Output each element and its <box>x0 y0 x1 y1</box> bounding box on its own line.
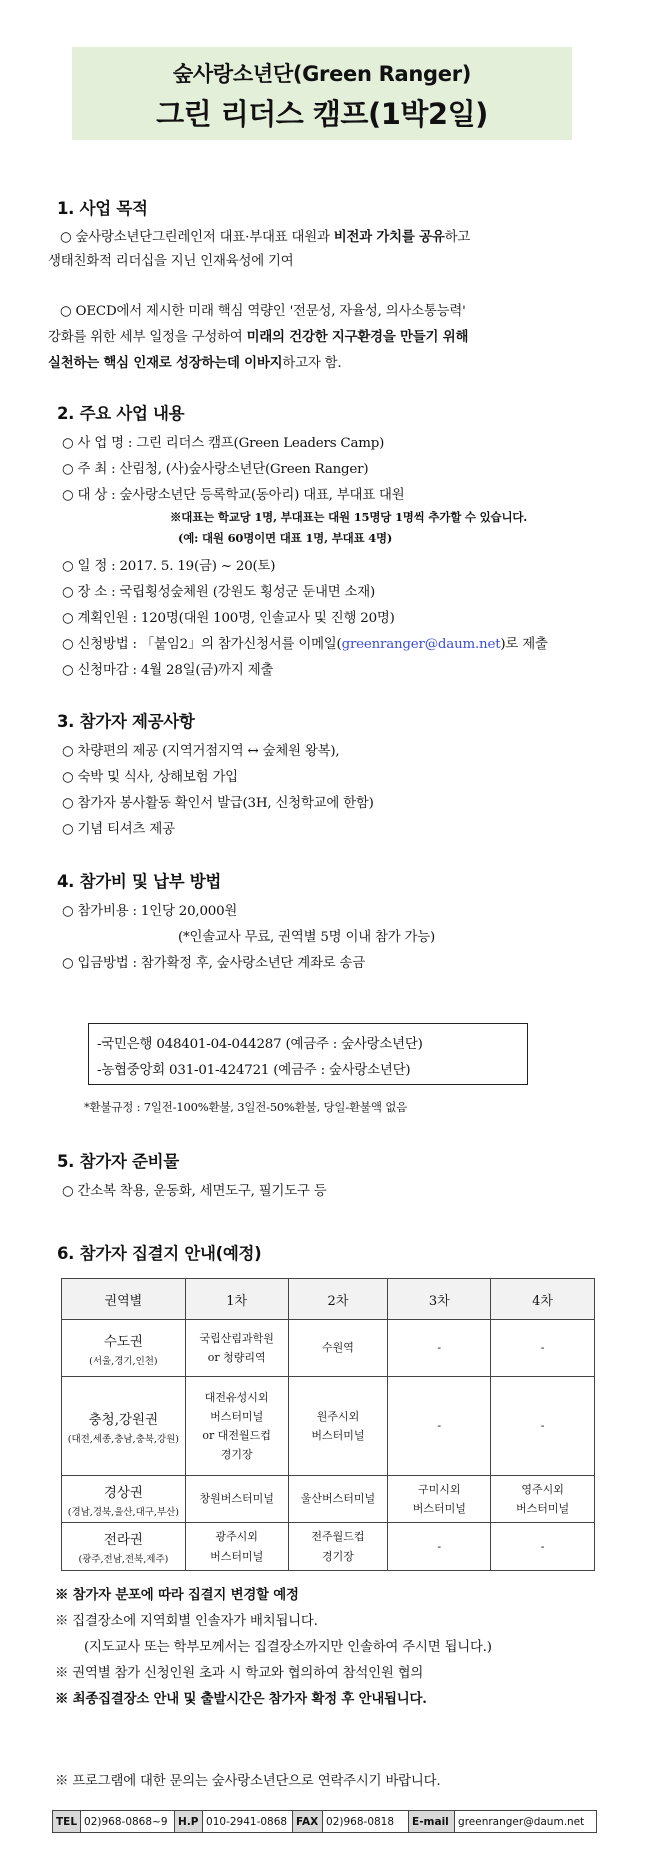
stop-cell <box>491 1523 595 1571</box>
stop-text: 대전유성시외 <box>204 1390 269 1404</box>
program-apply <box>62 633 548 652</box>
program-date: ○ 일 정 : 2017. 5. 19(금) ~ 20(토) <box>62 559 276 574</box>
purpose-bold: 비전과 가치를 공유 <box>333 229 445 245</box>
program-place: ○ 장 소 : 국립횡성숲체원 (강원도 횡성군 둔내면 소재) <box>62 585 376 600</box>
stop-cell <box>185 1377 288 1476</box>
stop-text: 영주시외 <box>521 1482 564 1496</box>
stop-cell <box>185 1476 288 1523</box>
region-cell <box>62 1377 186 1476</box>
table-row <box>62 1476 595 1523</box>
stop-cell <box>388 1523 491 1571</box>
stop-text: 버스터미널 <box>412 1502 466 1515</box>
section-1-heading: 1. 사업 목적 <box>57 199 148 218</box>
section-6-heading: 6. 참가자 집결지 안내(예정) <box>57 1244 262 1263</box>
fax-label: FAX <box>293 1811 323 1833</box>
hp-value: 010-2941-0868 <box>203 1811 293 1833</box>
refund-policy: *환불규정 : 7일전-100%환불, 3일전-50%환불, 당일-환불액 없음 <box>84 1100 408 1114</box>
provided-item: ○ 참가자 봉사활동 확인서 발급(3H, 신청학교에 한함) <box>62 796 374 811</box>
section-5-heading: 5. 참가자 준비물 <box>57 1152 179 1171</box>
stop-cell <box>388 1476 491 1523</box>
purpose-text-end: 하고자 함. <box>282 356 342 371</box>
email-label: E-mail <box>409 1811 455 1833</box>
region-cell <box>62 1320 186 1377</box>
section-4-heading: 4. 참가비 및 납부 방법 <box>57 872 222 891</box>
fee-note: (*인솔교사 무료, 권역별 5명 이내 참가 가능) <box>178 930 436 945</box>
stop-text: 전주월드컵 <box>311 1530 365 1544</box>
provided-item: ○ 기념 티셔츠 제공 <box>62 822 175 837</box>
tel-label: TEL <box>53 1811 81 1833</box>
stop-cell <box>388 1320 491 1377</box>
stop-text: 경기장 <box>220 1448 253 1462</box>
stop-cell <box>288 1320 388 1377</box>
apply-text: ○ 신청방법 : 「붙임2」의 참가신청서를 이메일( <box>62 637 342 652</box>
purpose-text: ○ 숲사랑소년단그린레인저 대표·부대표 대원과 <box>60 230 334 245</box>
meeting-note-3: (지도교사 또는 학부모께서는 집결장소까지만 인솔하여 주시면 됩니다.) <box>84 1640 492 1655</box>
payment-line: ○ 입금방법 : 참가확정 후, 숲사랑소년단 계좌로 송금 <box>62 956 365 971</box>
stop-text: - <box>437 1539 442 1553</box>
table-row <box>62 1320 595 1377</box>
provided-item: ○ 차량편의 제공 (지역거점지역 ↔ 숲체원 왕복), <box>62 744 340 759</box>
meeting-note-1: ※ 참가자 분포에 따라 집결지 변경할 예정 <box>55 1587 299 1603</box>
region-sub: (경남,경북,울산,대구,부산) <box>67 1506 180 1518</box>
stop-text: 버스터미널 <box>210 1409 264 1423</box>
region-sub: (서울,경기,인천) <box>89 1355 158 1367</box>
stop-text: - <box>437 1341 442 1355</box>
header-stop-4: 4차 <box>491 1279 595 1320</box>
bank-account-2: -농협중앙회 031-01-424721 (예금주 : 숲사랑소년단) <box>97 1063 411 1078</box>
stop-text: 버스터미널 <box>210 1549 264 1563</box>
stop-text: 수원역 <box>322 1341 354 1355</box>
region-cell <box>62 1523 186 1571</box>
page-title: 그린 리더스 캠프(1박2일) <box>156 97 488 131</box>
hp-label: H.P <box>175 1811 203 1833</box>
purpose-line-3: ○ OECD에서 제시한 미래 핵심 역량인 '전문성, 자율성, 의사소통능력' <box>60 304 466 319</box>
stop-text: 버스터미널 <box>516 1502 570 1515</box>
apply-email-link[interactable]: greenranger@daum.net <box>341 637 501 652</box>
tel-value: 02)968-0868~9 <box>81 1811 175 1833</box>
program-host: ○ 주 최 : 산림청, (사)숲사랑소년단(Green Ranger) <box>62 462 369 477</box>
program-target: ○ 대 상 : 숲사랑소년단 등록학교(동아리) 대표, 부대표 대원 <box>62 488 405 503</box>
header-stop-2: 2차 <box>288 1279 388 1320</box>
header-stop-1: 1차 <box>185 1279 288 1320</box>
fax-value: 02)968-0818 <box>323 1811 409 1833</box>
purpose-text-end: 하고 <box>444 230 471 245</box>
bank-account-1: -국민은행 048401-04-044287 (예금주 : 숲사랑소년단) <box>97 1037 423 1052</box>
stop-text: 경기장 <box>322 1549 354 1563</box>
inquiry-note: ※ 프로그램에 대한 문의는 숲사랑소년단으로 연락주시기 바랍니다. <box>55 1774 441 1789</box>
stop-cell <box>491 1320 595 1377</box>
region-cell <box>62 1476 186 1523</box>
fee-line: ○ 참가비용 : 1인당 20,000원 <box>62 904 238 919</box>
stop-text: 광주시외 <box>215 1530 258 1544</box>
stop-cell <box>388 1377 491 1476</box>
target-note-2: (예: 대원 60명이면 대표 1명, 부대표 4명) <box>178 531 393 545</box>
stop-cell <box>491 1476 595 1523</box>
stop-text: - <box>437 1419 442 1433</box>
stop-cell <box>288 1377 388 1476</box>
purpose-bold: 실천하는 핵심 인재로 성장하는데 이바지 <box>48 355 283 371</box>
stop-cell <box>288 1476 388 1523</box>
table-header-row <box>62 1279 595 1320</box>
region-name: 경상권 <box>103 1484 143 1501</box>
region-name: 충청,강원권 <box>88 1411 159 1428</box>
purpose-text: 강화를 위한 세부 일정을 구성하여 <box>48 330 247 345</box>
program-name: ○ 사 업 명 : 그린 리더스 캠프(Green Leaders Camp) <box>62 436 385 451</box>
purpose-line-5 <box>48 352 341 371</box>
stop-cell <box>491 1377 595 1476</box>
stop-text: 울산버스터미널 <box>300 1492 376 1506</box>
table-row <box>62 1377 595 1476</box>
region-name: 수도권 <box>103 1333 143 1350</box>
stop-text: - <box>540 1341 545 1355</box>
contact-info-bar <box>52 1810 597 1833</box>
region-sub: (광주,전남,전북,제주) <box>78 1554 169 1565</box>
supplies-line: ○ 간소복 착용, 운동화, 세면도구, 필기도구 등 <box>62 1184 327 1199</box>
region-sub: (대전,세종,충남,충북,강원) <box>67 1433 180 1445</box>
stop-cell <box>185 1320 288 1377</box>
header-stop-3: 3차 <box>388 1279 491 1320</box>
stop-text: 창원버스터미널 <box>199 1492 274 1506</box>
meeting-note-5: ※ 최종집결장소 안내 및 출발시간은 참가자 확정 후 안내됩니다. <box>55 1691 427 1707</box>
section-3-heading: 3. 참가자 제공사항 <box>57 712 195 731</box>
purpose-line-4 <box>48 326 468 345</box>
purpose-line-1 <box>60 226 470 245</box>
bank-account-box <box>88 1023 528 1085</box>
stop-text: 국립산림과학원 <box>199 1331 274 1345</box>
email-value[interactable]: greenranger@daum.net <box>455 1811 597 1833</box>
provided-item: ○ 숙박 및 식사, 상해보험 가입 <box>62 770 238 785</box>
stop-text: 원주시외 <box>316 1409 360 1423</box>
stop-text: or 청량리역 <box>207 1351 266 1364</box>
apply-text-end: )로 제출 <box>500 637 548 652</box>
purpose-line-2: 생태친화적 리더십을 지닌 인재육성에 기여 <box>48 254 294 269</box>
stop-text: 구미시외 <box>418 1482 461 1496</box>
purpose-bold: 미래의 건강한 지구환경을 만들기 위해 <box>246 329 469 345</box>
meeting-note-4: ※ 권역별 참가 신청인원 초과 시 학교와 협의하여 참석인원 협의 <box>55 1666 424 1681</box>
stop-cell <box>288 1523 388 1571</box>
target-note-1: ※대표는 학교당 1명, 부대표는 대원 15명당 1명씩 추가할 수 있습니다. <box>170 510 528 524</box>
stop-text: or 대전월드컵 <box>202 1429 271 1442</box>
page-subtitle: 숲사랑소년단(Green Ranger) <box>172 62 472 86</box>
meeting-note-2: ※ 집결장소에 지역회별 인솔자가 배치됩니다. <box>55 1614 318 1629</box>
section-2-heading: 2. 주요 사업 내용 <box>57 404 185 423</box>
header-region: 권역별 <box>62 1279 186 1320</box>
table-row <box>62 1523 595 1571</box>
stop-text: - <box>540 1419 545 1433</box>
region-name: 전라권 <box>103 1532 143 1548</box>
stop-text: - <box>540 1539 545 1553</box>
stop-text: 버스터미널 <box>311 1429 365 1442</box>
meeting-point-table <box>61 1278 595 1571</box>
program-deadline: ○ 신청마감 : 4월 28일(금)까지 제출 <box>62 663 274 678</box>
stop-cell <box>185 1523 288 1571</box>
title-banner <box>72 47 572 140</box>
program-people: ○ 계획인원 : 120명(대원 100명, 인솔교사 및 진행 20명) <box>62 611 395 626</box>
